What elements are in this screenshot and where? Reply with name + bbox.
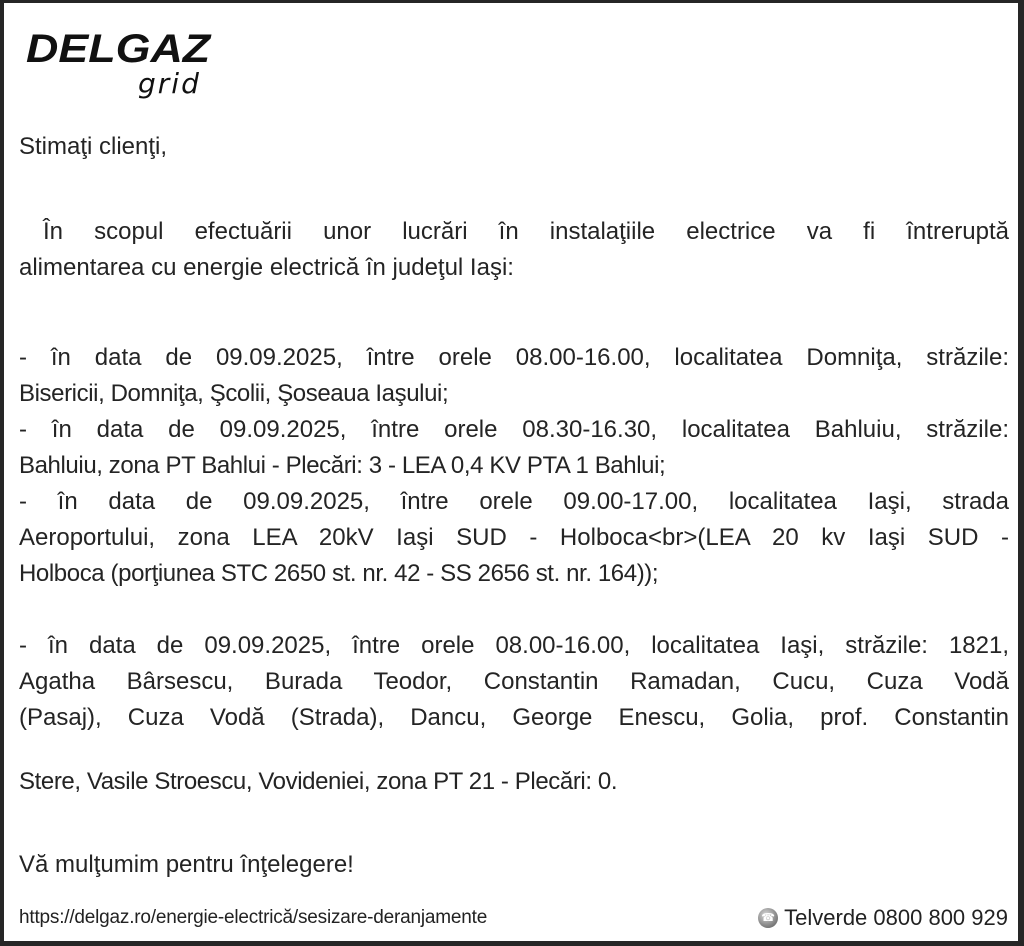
outage-item-4-line-2: Agatha Bârsescu, Burada Teodor, Constantin Ramadan, Cucu, Cuza Vodă [19,668,1009,695]
outage-item-1-line-1: - în data de 09.09.2025, între orele 08.00-16.00, localitatea Domniţa, străzile: [19,344,1009,371]
outage-item-1-line-2: Bisericii, Domniţa, Şcolii, Şoseaua Iaşului; [19,380,449,407]
phone-number: Telverde 0800 800 929 [784,905,1008,930]
intro-line-1 [19,217,1009,247]
delgaz-grid-logo [26,28,226,104]
outage-item-4-line-4: Stere, Vasile Stroescu, Vovideniei, zona PT 21 - Plecări: 0. [19,768,618,795]
outage-item-2-line-2: Bahluiu, zona PT Bahlui - Plecări: 3 - LEA 0,4 KV PTA 1 Bahlui; [19,452,666,479]
closing-text: Vă mulţumim pentru înţelegere! [19,851,354,878]
intro-line-1-text: În scopul efectuării unor lucrări în instalaţiile electrice va fi întreruptă [43,218,1009,245]
logo-brand: DELGAZ [26,27,211,71]
complaint-url-link[interactable]: https://delgaz.ro/energie-electrică/sesizare-deranjamente [19,907,488,928]
intro-line-2: alimentarea cu energie electrică în judeţul Iaşi: [19,254,514,281]
outage-item-4-line-3: (Pasaj), Cuza Vodă (Strada), Dancu, George Enescu, Golia, prof. Constantin [19,704,1009,731]
phone-contact [758,904,1008,932]
outage-item-3-line-2: Aeroportului, zona LEA 20kV Iaşi SUD - Holboca<br>(LEA 20 kv Iaşi SUD - [19,524,1009,551]
outage-item-3-line-1: - în data de 09.09.2025, între orele 09.00-17.00, localitatea Iaşi, strada [19,488,1009,515]
phone-icon: ☎ [758,908,778,928]
outage-item-2-line-1: - în data de 09.09.2025, între orele 08.30-16.30, localitatea Bahluiu, străzile: [19,416,1009,443]
outage-item-4-line-1: - în data de 09.09.2025, între orele 08.00-16.00, localitatea Iaşi, străzile: 1821, [19,632,1009,659]
outage-item-3-line-3: Holboca (porţiunea STC 2650 st. nr. 42 - SS 2656 st. nr. 164)); [19,560,659,587]
logo-subtitle: grid [138,67,201,100]
greeting: Stimaţi clienţi, [19,133,168,160]
